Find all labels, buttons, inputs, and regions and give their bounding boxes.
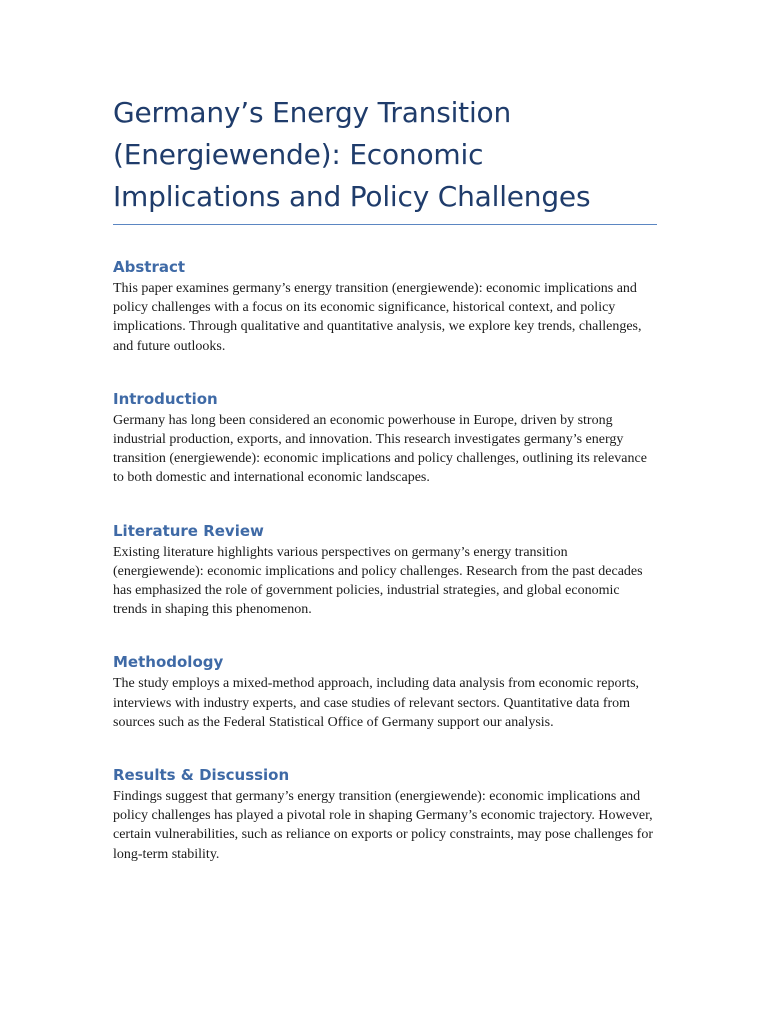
title-divider [113,224,657,225]
section-results-discussion [113,765,657,864]
section-body-results-discussion: Findings suggest that germany’s energy transition (energiewende): economic implications and policy challenges has played a pivotal role in shaping Germany’s economic trajectory. However, certain vulnerabilities, such as reliance on exports or policy constraints, may pose challenges for long-term stability. [113,789,653,862]
section-body-literature-review: Existing literature highlights various perspectives on germany’s energy transition (energiewende): economic implications and policy challenges. Research from the past decades has emphasized the role of government policies, industrial strategies, and global economic trends in shaping this phenomenon. [113,544,643,618]
section-body-methodology: The study employs a mixed-method approach, including data analysis from economic reports, interviews with industry experts, and case studies of relevant sectors. Quantitative data from sources such as the Federal Statistical Office of Germany support our analysis. [113,676,640,730]
section-introduction [113,389,657,488]
section-heading-literature-review: Literature Review [113,521,264,540]
document-title: Germany’s Energy Transition (Energiewende): Economic Implications and Policy Challenges [113,96,591,213]
section-methodology [113,652,657,732]
section-heading-introduction: Introduction [113,389,218,408]
section-heading-methodology: Methodology [113,653,224,672]
section-literature-review [113,521,657,620]
section-body-abstract: This paper examines germany’s energy transition (energiewende): economic implications and policy challenges with a focus on its economic significance, historical context, and policy implications. Through qualitative and quantitative analysis, we explore key trends, challenges, and future outlooks. [113,281,642,354]
section-heading-results-discussion: Results & Discussion [113,766,290,785]
document-page [113,92,657,864]
section-heading-abstract: Abstract [113,258,186,276]
section-abstract [113,257,657,356]
section-body-introduction: Germany has long been considered an economic powerhouse in Europe, driven by strong industrial production, exports, and innovation. This research investigates germany’s energy transition (energiewende): economic implications and policy challenges, outlining its relevance to both domestic and international economic landscapes. [113,412,647,486]
